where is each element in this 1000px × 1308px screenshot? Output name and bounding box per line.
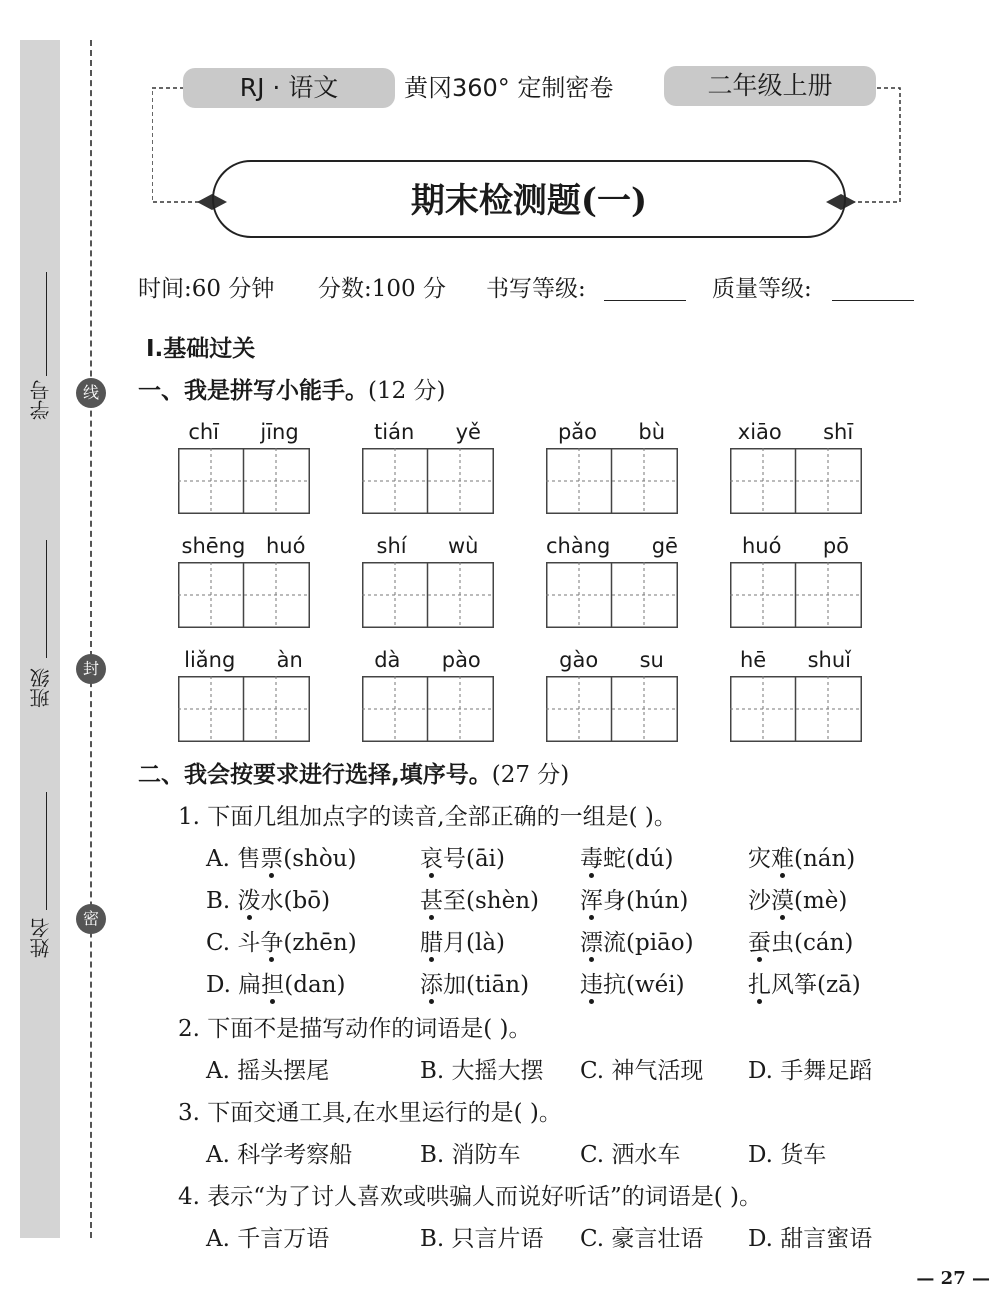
question-4-stem: 4. 表示“为了讨人喜欢或哄骗人而说好听话”的词语是( )。	[178, 1184, 763, 1210]
writing-box[interactable]	[730, 448, 862, 514]
pinyin-label: shí wù	[376, 534, 479, 558]
part-heading: Ⅰ.基础过关	[146, 336, 256, 362]
score-info: 分数:100 分	[318, 276, 446, 302]
section-one-text: 一、我是拼写小能手。	[138, 378, 368, 404]
student-id-line[interactable]	[46, 272, 47, 376]
q2-option-b: B. 大摇大摆	[420, 1058, 544, 1084]
writing-box[interactable]	[546, 676, 678, 742]
q1-option-c-2: 腊月(là)	[420, 924, 505, 957]
question-3-stem: 3. 下面交通工具,在水里运行的是( )。	[178, 1100, 562, 1126]
class-label: 班级	[29, 668, 53, 708]
pinyin-label: xiāo shī	[737, 420, 854, 444]
writing-box[interactable]	[730, 562, 862, 628]
writing-box[interactable]	[546, 562, 678, 628]
time-info: 时间:60 分钟	[138, 276, 275, 302]
cut-line	[90, 40, 92, 1238]
writing-grade-label: 书写等级:	[486, 276, 586, 302]
quality-grade-blank[interactable]	[832, 276, 914, 301]
q1-option-d-2: 添加(tiān)	[420, 966, 529, 999]
pinyin-label: hē shuǐ	[740, 648, 851, 672]
writing-box[interactable]	[362, 562, 494, 628]
section-two-title	[138, 756, 569, 789]
student-id-label: 学号	[29, 380, 53, 420]
pinyin-label: dà pào	[374, 648, 481, 672]
q1-option-c-3: 漂流(piāo)	[580, 924, 694, 957]
q1-option-b-3: 浑身(hún)	[580, 882, 688, 915]
q1-option-a-2: 哀号(āi)	[420, 840, 505, 873]
class-line[interactable]	[46, 540, 47, 658]
writing-box[interactable]	[362, 676, 494, 742]
brand-name: 黄冈360° 定制密卷	[404, 74, 614, 102]
class-field[interactable]	[26, 668, 54, 744]
seal-seal-mark: 封	[76, 654, 106, 684]
subject-tag: RJ · 语文	[183, 68, 395, 108]
q1-option-a-3: 毒蛇(dú)	[580, 840, 673, 873]
writing-grade-blank[interactable]	[604, 276, 686, 301]
q1-option-b-2: 甚至(shèn)	[420, 882, 539, 915]
q3-option-d: D. 货车	[748, 1142, 827, 1168]
question-2-stem: 2. 下面不是描写动作的词语是( )。	[178, 1016, 532, 1042]
writing-box[interactable]	[178, 676, 310, 742]
q1-option-c-1: C. 斗争(zhēn)	[206, 924, 357, 957]
pinyin-label: pǎo bù	[557, 420, 666, 444]
section-one-points: (12 分)	[368, 378, 446, 404]
pinyin-label: chàng gē	[546, 534, 678, 558]
binding-strip	[20, 40, 60, 1238]
student-id-field[interactable]	[26, 380, 54, 456]
q4-option-c: C. 豪言壮语	[580, 1226, 704, 1252]
writing-box[interactable]	[546, 448, 678, 514]
pinyin-label: liǎng àn	[184, 648, 303, 672]
name-field[interactable]	[26, 918, 54, 994]
name-line[interactable]	[46, 792, 47, 910]
writing-box[interactable]	[178, 448, 310, 514]
q2-option-c: C. 神气活现	[580, 1058, 704, 1084]
q1-option-d-4: 扎风筝(zā)	[748, 966, 861, 999]
quality-grade-label: 质量等级:	[712, 276, 812, 302]
pinyin-label: tián yě	[374, 420, 481, 444]
q1-option-a-1: A. 售票(shòu)	[206, 840, 356, 873]
q4-option-d: D. 甜言蜜语	[748, 1226, 873, 1252]
q4-option-b: B. 只言片语	[420, 1226, 544, 1252]
q1-option-b-1: B. 泼水(bō)	[206, 882, 330, 915]
writing-box[interactable]	[730, 676, 862, 742]
section-two-points: (27 分)	[491, 762, 570, 788]
page-number: — 27 —	[916, 1268, 990, 1289]
q3-option-c: C. 洒水车	[580, 1142, 681, 1168]
q3-option-a: A. 科学考察船	[206, 1142, 353, 1168]
writing-box[interactable]	[362, 448, 494, 514]
q4-option-a: A. 千言万语	[206, 1226, 330, 1252]
q1-option-d-1: D. 扁担(dan)	[206, 966, 345, 999]
seal-line-mark: 线	[76, 378, 106, 408]
q1-option-a-4: 灾难(nán)	[748, 840, 855, 873]
seal-secret-mark: 密	[76, 904, 106, 934]
q1-option-c-4: 蚕虫(cán)	[748, 924, 853, 957]
page-title: 期末检测题(一)	[212, 160, 846, 238]
pinyin-label: shēng huó	[181, 534, 306, 558]
name-label: 姓名	[29, 918, 53, 958]
q2-option-a: A. 摇头摆尾	[206, 1058, 330, 1084]
pinyin-label: gào su	[559, 648, 664, 672]
grade-tag: 二年级上册	[664, 66, 876, 106]
section-one-title	[138, 372, 446, 405]
pinyin-label: huó pō	[742, 534, 849, 558]
q1-option-d-3: 违抗(wéi)	[580, 966, 685, 999]
pinyin-label: chī jīng	[188, 420, 299, 444]
q3-option-b: B. 消防车	[420, 1142, 521, 1168]
q1-option-b-4: 沙漠(mè)	[748, 882, 847, 915]
question-1-stem: 1. 下面几组加点字的读音,全部正确的一组是( )。	[178, 804, 677, 830]
q2-option-d: D. 手舞足蹈	[748, 1058, 873, 1084]
section-two-text: 二、我会按要求进行选择,填序号。	[138, 762, 492, 788]
writing-box[interactable]	[178, 562, 310, 628]
